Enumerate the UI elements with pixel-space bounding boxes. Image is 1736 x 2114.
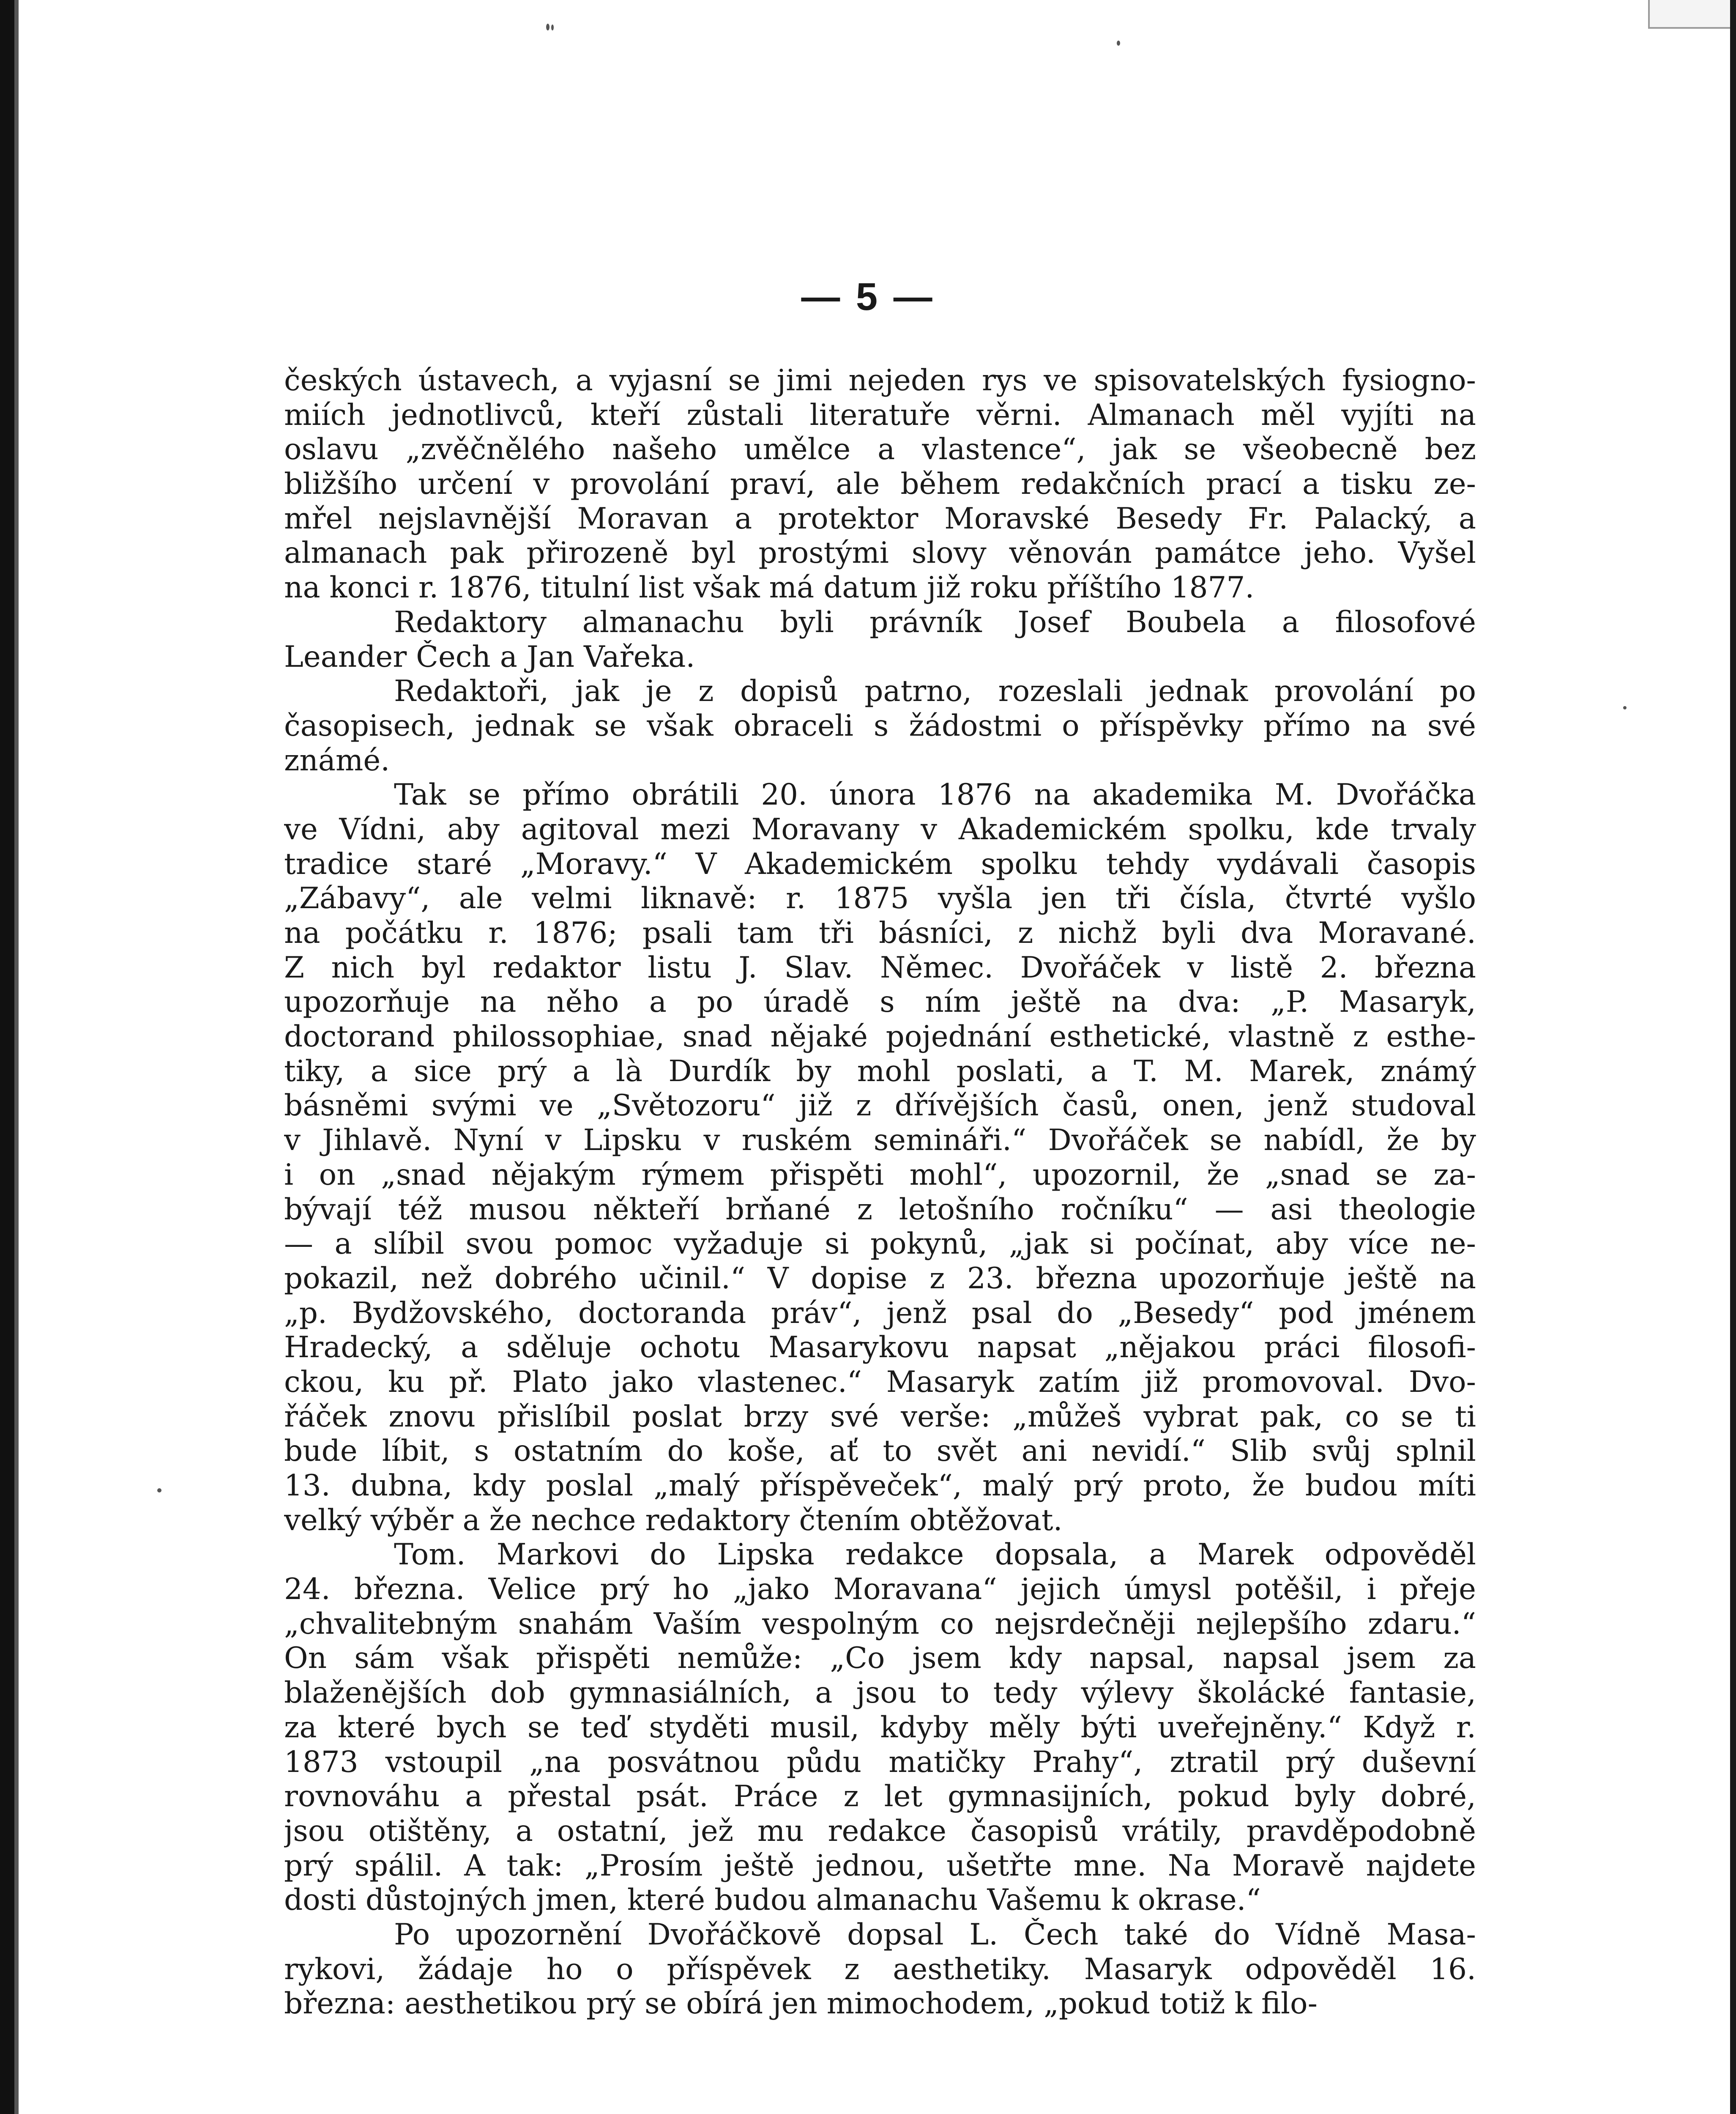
text-line: 13. dubna, kdy poslal „malý příspěveček“, malý prý proto, že budou míti: [284, 1469, 1476, 1503]
paragraph: [284, 605, 1476, 674]
text-line: básněmi svými ve „Světozoru“ již z dřívějších časů, onen, jenž studoval: [284, 1089, 1476, 1123]
text-line: prý spálil. A tak: „Prosím ještě jednou, ušetřte mne. Na Moravě najdete: [284, 1848, 1476, 1883]
text-line: českých ústavech, a vyjasní se jimi nejeden rys ve spisovatelských fysiogno-: [284, 364, 1476, 397]
scan-speck: [1117, 41, 1120, 46]
text-line: blaženějších dob gymnasiálních, a jsou to tedy výlevy školácké fantasie,: [284, 1676, 1476, 1710]
text-line: Tom. Markovi do Lipska redakce dopsala, a Marek odpověděl: [394, 1538, 1476, 1572]
paragraph: [284, 364, 1476, 605]
scan-speck: [1623, 706, 1627, 709]
text-line: bude líbit, s ostatním do koše, ať to svět ani nevidí.“ Slib svůj splnil: [284, 1434, 1476, 1468]
text-line: i on „snad nějakým rýmem přispěti mohl“, upozornil, že „snad se za-: [284, 1158, 1476, 1192]
text-line: doctorand philossophiae, snad nějaké pojednání esthetické, vlastně z esthe-: [284, 1020, 1476, 1054]
text-line: bývají též musou někteří brňané z letošního ročníku“ — asi theologie: [284, 1192, 1476, 1227]
text-line: Tak se přímo obrátili 20. února 1876 na akademika M. Dvořáčka: [394, 778, 1476, 812]
text-line: za které bych se teď styděti musil, kdyby měly býti uveřejněny.“ Když r.: [284, 1710, 1476, 1744]
text-line: řáček znovu přislíbil poslat brzy své verše: „můžeš vybrat pak, co se ti: [284, 1399, 1476, 1434]
text-line: ckou, ku př. Plato jako vlastenec.“ Masaryk zatím již promovoval. Dvo-: [284, 1365, 1476, 1399]
text-line: rovnováhu a přestal psát. Práce z let gymnasijních, pokud byly dobré,: [284, 1780, 1476, 1814]
text-line: Z nich byl redaktor listu J. Slav. Němec. Dvořáček v listě 2. března: [284, 950, 1476, 985]
text-line: „Zábavy“, ale velmi liknavě: r. 1875 vyšla jen tři čísla, čtvrté vyšlo: [284, 882, 1476, 916]
text-line: na počátku r. 1876; psali tam tři básníci, z nichž byli dva Moravané.: [284, 916, 1476, 950]
text-line: ve Vídni, aby agitoval mezi Moravany v Akademickém spolku, kde trvaly: [284, 812, 1476, 846]
text-line: pokazil, než dobrého učinil.“ V dopise z 23. března upozorňuje ještě na: [284, 1261, 1476, 1295]
scan-corner-tab: [1648, 0, 1730, 29]
body-text: [284, 364, 1476, 2021]
paragraph: [284, 1918, 1476, 2021]
text-line: tradice staré „Moravy.“ V Akademickém spolku tehdy vydávali časopis: [284, 847, 1476, 881]
text-line: almanach pak přirozeně byl prostými slovy věnován památce jeho. Vyšel: [284, 536, 1476, 570]
text-line: „chvalitebným snahám Vaším vespolným co nejsrdečněji nejlepšího zdaru.“: [284, 1607, 1476, 1641]
text-line: 24. března. Velice prý ho „jako Moravana“ jejich úmysl potěšil, i přeje: [284, 1572, 1476, 1607]
text-line: Hradecký, a sděluje ochotu Masarykovu napsat „nějakou práci filosofi-: [284, 1331, 1476, 1365]
text-line: — a slíbil svou pomoc vyžaduje si pokynů, „jak si počínat, aby více ne-: [284, 1227, 1476, 1261]
paragraph: [284, 778, 1476, 1538]
text-line: na konci r. 1876, titulní list však má datum již roku příštího 1877.: [284, 571, 1255, 605]
text-line: oslavu „zvěčnělého našeho umělce a vlastence“, jak se všeobecně bez: [284, 433, 1476, 467]
text-line: On sám však přispěti nemůže: „Co jsem kdy napsal, napsal jsem za: [284, 1641, 1476, 1676]
text-line: bližšího určení v provolání praví, ale během redakčních prací a tisku ze-: [284, 467, 1476, 501]
text-line: tiky, a sice prý a là Durdík by mohl poslati, a T. M. Marek, známý: [284, 1054, 1476, 1088]
paragraph: [284, 674, 1476, 778]
text-line: Leander Čech a Jan Vařeka.: [284, 640, 695, 674]
paragraph: [284, 1538, 1476, 1918]
page-number: — 5 —: [801, 275, 935, 318]
text-line: známé.: [284, 743, 390, 778]
text-line: v Jihlavě. Nyní v Lipsku v ruském semináři.“ Dvořáček se nabídl, že by: [284, 1123, 1476, 1158]
text-line: dosti důstojných jmen, které budou almanachu Vašemu k okrase.“: [284, 1883, 1261, 1917]
text-line: Po upozornění Dvořáčkově dopsal L. Čech také do Vídně Masa-: [394, 1917, 1476, 1952]
text-line: miích jednotlivců, kteří zůstali literatuře věrni. Almanach měl vyjíti na: [284, 398, 1476, 432]
text-line: časopisech, jednak se však obraceli s žádostmi o příspěvky přímo na své: [284, 709, 1476, 743]
text-line: Redaktory almanachu byli právník Josef Boubela a filosofové: [394, 605, 1476, 639]
text-line: velký výběr a že nechce redaktory čtením obtěžovat.: [284, 1503, 1063, 1537]
text-line: mřel nejslavnější Moravan a protektor Moravské Besedy Fr. Palacký, a: [284, 501, 1476, 536]
scan-speck: [551, 25, 554, 30]
text-line: března: aesthetikou prý se obírá jen mimochodem, „pokud totiž k filo-: [284, 1987, 1318, 2021]
text-line: upozorňuje na něho a po úradě s ním ještě na dva: „P. Masaryk,: [284, 985, 1476, 1019]
text-line: rykovi, žádaje ho o příspěvek z aesthetiky. Masaryk odpověděl 16.: [284, 1952, 1476, 1986]
text-line: Redaktoři, jak je z dopisů patrno, rozeslali jednak provolání po: [394, 674, 1476, 709]
scan-speck: [546, 24, 550, 30]
text-line: „p. Bydžovského, doctoranda práv“, jenž psal do „Besedy“ pod jménem: [284, 1296, 1476, 1330]
text-line: 1873 vstoupil „na posvátnou půdu matičky Prahy“, ztratil prý duševní: [284, 1745, 1476, 1779]
scan-speck: [157, 1488, 161, 1492]
text-line: jsou otištěny, a ostatní, jež mu redakce časopisů vrátily, pravděpodobně: [284, 1814, 1476, 1848]
